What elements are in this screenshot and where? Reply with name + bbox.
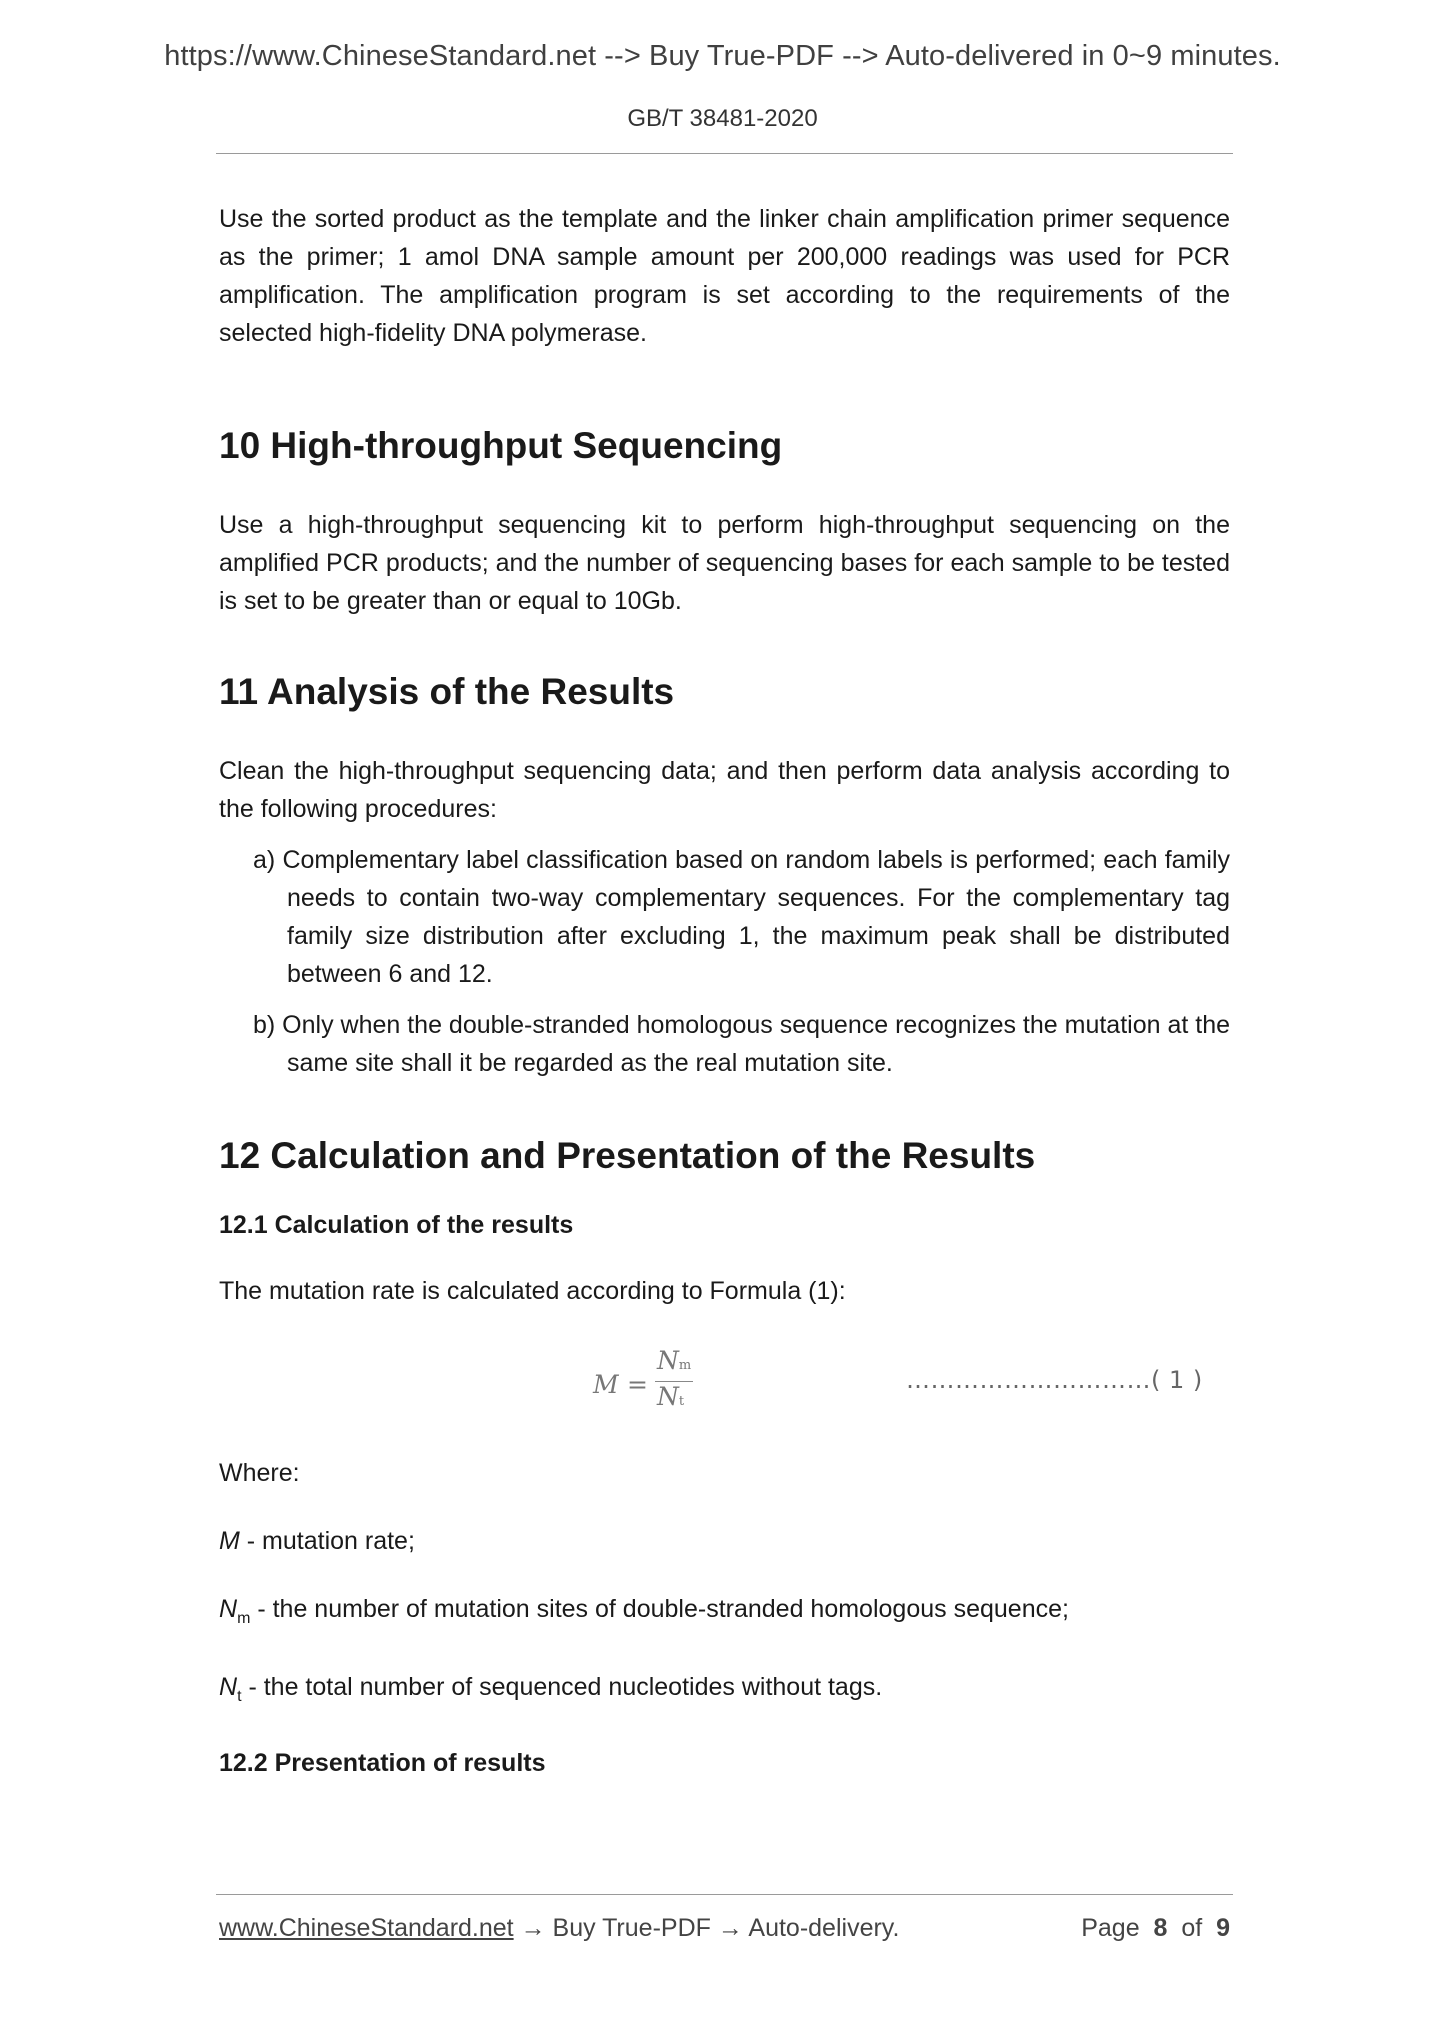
formula-denominator: Nt [657,1382,685,1411]
footer [219,1914,1230,1943]
where-label: Where: [219,1459,300,1487]
definition-nm: $N_m$ - the number of mutation sites of double-stranded homologous sequence; [219,1595,1069,1627]
formula-equals: = [627,1370,648,1399]
section-11-text: Clean the high-throughput sequencing data; and then perform data analysis according to the following procedures: [219,757,1230,823]
footer-tail: → Buy True-PDF → Auto-delivery. [513,1914,900,1942]
formula-number: …………………………( 1 ) [906,1366,1203,1394]
formula-lhs: M [593,1370,619,1399]
section-10-text: Use a high-throughput sequencing kit to perform high-throughput sequencing on the amplified PCR products; and the number of sequencing bases for each sample to be tested is set to be greater than or equal to 10Gb. [219,511,1230,615]
definition-nt: $N_t$ - the total number of sequenced nucleotides without tags. [219,1673,883,1705]
total-pages: 9 [1216,1914,1230,1942]
standard-number: GB/T 38481-2020 [627,105,818,132]
formula-1 [219,1346,1230,1428]
subsection-12-1-heading: 12.1 Calculation of the results [219,1211,574,1239]
footer-link[interactable]: www.ChineseStandard.net [219,1914,514,1942]
list-item-b: b) Only when the double-stranded homologous sequence recognizes the mutation at the same site shall it be regarded as the real mutation site. [253,1011,1231,1077]
page-content [219,200,1230,1782]
formula-intro: The mutation rate is calculated according to Formula (1): [219,1277,846,1305]
section-10-heading: 10 High-throughput Sequencing [219,425,783,466]
header-banner: https://www.ChineseStandard.net --> Buy True-PDF --> Auto-delivered in 0~9 minutes. [164,40,1281,72]
section-11-heading: 11 Analysis of the Results [219,671,675,712]
header-divider [216,153,1233,154]
definition-m: M - mutation rate; [219,1527,415,1555]
footer-divider [216,1894,1233,1895]
section-12-heading: 12 Calculation and Presentation of the Results [219,1135,1036,1176]
page-indicator: Page 8 of 9 [1081,1914,1230,1942]
intro-paragraph: Use the sorted product as the template and the linker chain amplification primer sequence as the primer; 1 amol DNA sample amount per 200,000 readings was used for PCR amplification. The amplification program is set according to the requirements of the selected high-fidelity DNA polymerase. [219,205,1230,347]
current-page: 8 [1153,1914,1168,1942]
list-item-a: a) Complementary label classification based on random labels is performed; each family needs to contain two-way complementary sequences. For the complementary tag family size distribution after excluding 1, the maximum peak shall be distributed between 6 and 12. [253,846,1230,988]
subsection-12-2-heading: 12.2 Presentation of results [219,1749,546,1777]
formula-numerator: Nm [657,1346,692,1375]
